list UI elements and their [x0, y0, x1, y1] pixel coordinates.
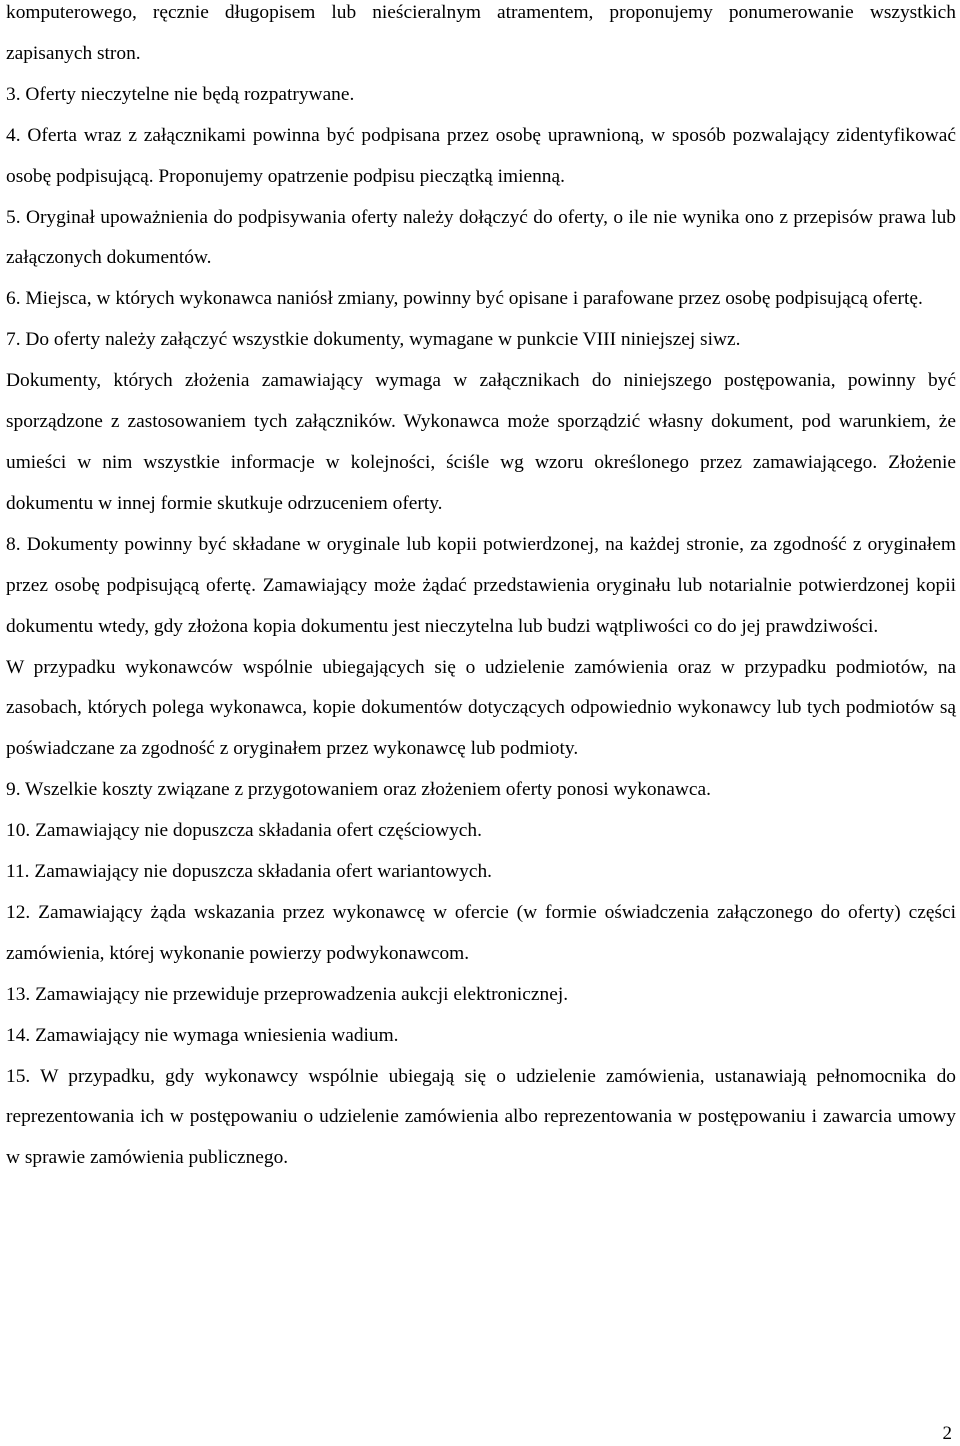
paragraph-item-5: 5. Oryginał upoważnienia do podpisywania oferty należy dołączyć do oferty, o ile nie wynika ono z przepisów prawa lub załączonych dokumentów. [6, 206, 956, 269]
paragraph-documents-note: Dokumenty, których złożenia zamawiający wymaga w załącznikach do niniejszego postępowania, powinny być sporządzone z zastosowaniem tych załączników. Wykonawca może sporządzić własny dokument, pod warunkiem, że umieści w nim wszystkie informacje w kolejności, ściśle wg wzoru określonego przez zamawiającego. Złożenie dokumentu w innej formie skutkuje odrzuceniem oferty. [6, 370, 956, 514]
paragraph-item-3: 3. Oferty nieczytelne nie będą rozpatrywane. [6, 83, 355, 105]
paragraph-item-6: 6. Miejsca, w których wykonawca naniósł zmiany, powinny być opisane i parafowane przez osobę podpisującą ofertę. [6, 288, 923, 310]
paragraph-joint-bidders-note: W przypadku wykonawców wspólnie ubiegających się o udzielenie zamówienia oraz w przypadku podmiotów, na zasobach, których polega wykonawca, kopie dokumentów dotyczących odpowiednio wykonawcy lub tych podmiotów są poświadczane za zgodność z oryginałem przez wykonawcę lub podmioty. [6, 656, 956, 760]
paragraph-item-12: 12. Zamawiający żąda wskazania przez wykonawcę w ofercie (w formie oświadczenia załączonego do oferty) części zamówienia, której wykonanie powierzy podwykonawcom. [6, 901, 956, 964]
paragraph-item-14: 14. Zamawiający nie wymaga wniesienia wadium. [6, 1024, 399, 1046]
paragraph-item-10: 10. Zamawiający nie dopuszcza składania ofert częściowych. [6, 820, 482, 842]
paragraph-continuation: komputerowego, ręcznie długopisem lub nieścieralnym atramentem, proponujemy ponumerowanie wszystkich zapisanych stron. [6, 2, 956, 64]
paragraph-item-8: 8. Dokumenty powinny być składane w oryginale lub kopii potwierdzonej, na każdej stronie, za zgodność z oryginałem przez osobę podpisującą ofertę. Zamawiający może żądać przedstawienia oryginału lub notarialnie potwierdzonej kopii dokumentu wtedy, gdy złożona kopia dokumentu jest nieczytelna lub budzi wątpliwości co do jej prawdziwości. [6, 533, 956, 637]
document-page [6, 0, 956, 1179]
paragraph-item-9: 9. Wszelkie koszty związane z przygotowaniem oraz złożeniem oferty ponosi wykonawca. [6, 779, 711, 801]
page-number: 2 [942, 1423, 952, 1444]
paragraph-item-11: 11. Zamawiający nie dopuszcza składania ofert wariantowych. [6, 861, 492, 883]
paragraph-item-7: 7. Do oferty należy załączyć wszystkie dokumenty, wymagane w punkcie VIII niniejszej siwz. [6, 329, 741, 351]
paragraph-item-4: 4. Oferta wraz z załącznikami powinna być podpisana przez osobę uprawnioną, w sposób pozwalający zidentyfikować osobę podpisującą. Proponujemy opatrzenie podpisu pieczątką imienną. [6, 124, 956, 187]
paragraph-item-15: 15. W przypadku, gdy wykonawcy wspólnie ubiegają się o udzielenie zamówienia, ustanawiają pełnomocnika do reprezentowania ich w postępowaniu o udzielenie zamówienia albo reprezentowania w postępowaniu i zawarcia umowy w sprawie zamówienia publicznego. [6, 1065, 956, 1169]
paragraph-item-13: 13. Zamawiający nie przewiduje przeprowadzenia aukcji elektronicznej. [6, 983, 569, 1005]
